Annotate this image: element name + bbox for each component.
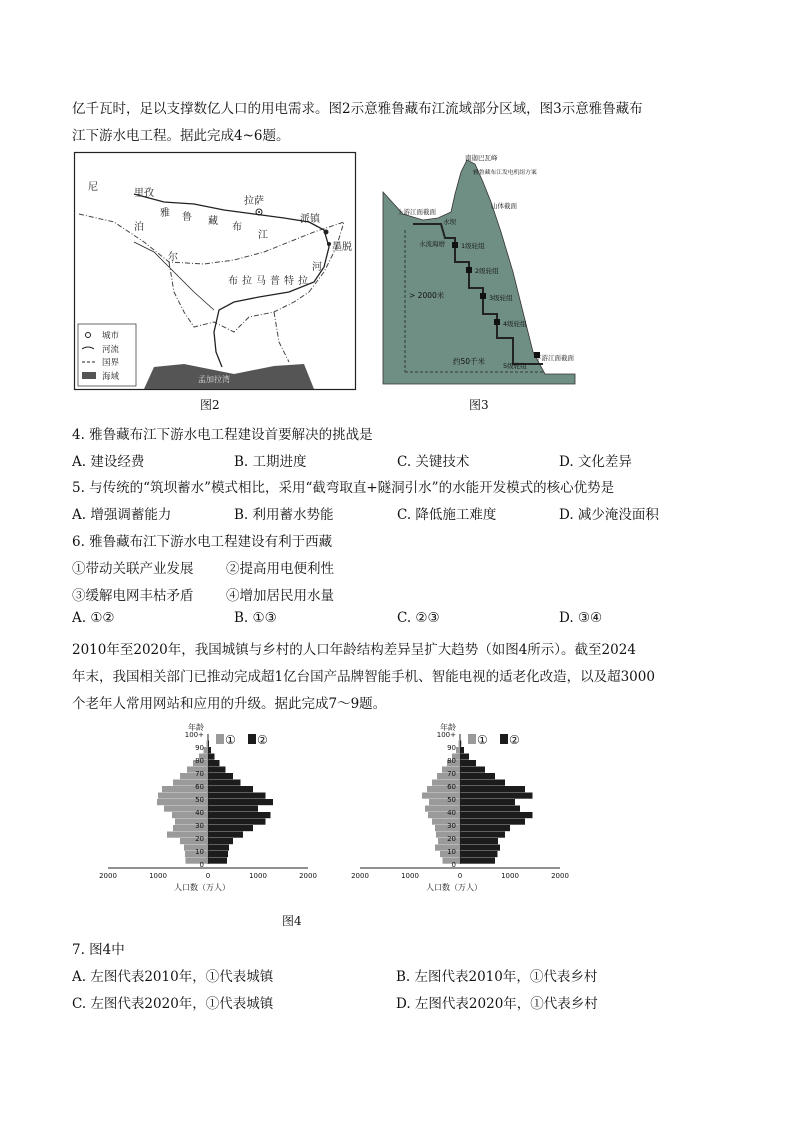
q6-option-c[interactable]: C. ②③ [397, 610, 440, 626]
bar-series-2 [208, 741, 209, 747]
map-label: 尔 [168, 252, 178, 263]
population-axis-title: 人口数（万人） [174, 883, 230, 892]
bar-series-2 [208, 825, 253, 831]
age-axis-title: 年龄 [440, 723, 456, 732]
unit-label: 2级轮组 [475, 267, 499, 275]
passage2-line-2: 年末，我国相关部门已推动完成超1亿台国产品牌智能手机、智能电视的适老化改造，以及超3000 [72, 669, 655, 685]
length-label: 约50千米 [453, 357, 486, 366]
map-label: 江 [258, 230, 268, 241]
q7-stem: 7. 图4中 [72, 942, 125, 958]
figure-2-map [74, 152, 356, 390]
map-label: 布 [228, 276, 238, 287]
upstream-section-label: 上游江面截面 [397, 208, 436, 216]
map-label: 鲁 [182, 212, 192, 223]
intro-line-1: 亿千瓦时，足以支撑数亿人口的用电需求。图2示意雅鲁藏布江流域部分区域，图3示意雅鲁藏布 [72, 101, 643, 117]
map-label: 里孜 [134, 188, 154, 199]
map-label: 马 [256, 276, 266, 287]
map-label: 拉萨 [244, 196, 264, 207]
q4-option-c[interactable]: C. 关键技术 [397, 454, 470, 470]
bar-series-2 [460, 786, 525, 792]
q7-option-a[interactable]: A. 左图代表2010年，①代表城镇 [72, 969, 274, 985]
age-tick-label: 30 [447, 822, 456, 830]
bar-series-2 [208, 806, 258, 812]
unit-label: 5级轮组 [503, 362, 527, 370]
legend-sea: 海域 [102, 372, 120, 382]
bar-series-2 [460, 799, 515, 805]
q6-item-1: ①带动关联产业发展 [72, 561, 194, 577]
age-tick-label: 20 [447, 835, 456, 843]
bar-series-2 [460, 845, 500, 851]
map-label: 拉 [242, 276, 252, 287]
map-label: 普 [270, 276, 280, 287]
bar-series-2 [460, 780, 505, 786]
bar-series-2 [460, 741, 461, 747]
city-pai [324, 230, 329, 235]
figure-3-caption: 图3 [469, 398, 489, 412]
bar-series-2 [208, 793, 266, 799]
q4-option-b[interactable]: B. 工期进度 [234, 454, 307, 470]
age-tick-label: 0 [451, 861, 456, 869]
legend-label-2: ② [257, 733, 268, 747]
bar-series-2 [208, 838, 233, 844]
scheme-label: 雅鲁藏布江发电机组方案 [473, 170, 537, 176]
bar-series-2 [460, 819, 525, 825]
age-tick-label: 100+ [184, 731, 204, 739]
age-tick-label: 80 [447, 757, 456, 765]
q5-option-d[interactable]: D. 减少淹没面积 [559, 507, 659, 523]
unit-label: 3级轮组 [489, 294, 513, 302]
age-tick-label: 90 [195, 744, 204, 752]
age-tick-label: 10 [195, 848, 204, 856]
q6-item-3: ③缓解电网丰枯矛盾 [72, 588, 194, 604]
map-label: 河 [312, 262, 322, 273]
bar-series-2 [208, 786, 253, 792]
diversion-label: 水流海磨 [419, 240, 445, 248]
q5-stem: 5. 与传统的“筑坝蓄水”模式相比，采用“截弯取直+隧洞引水”的水能开发模式的核心优势是 [72, 480, 615, 496]
pyramid-chart-left [66, 722, 317, 900]
city-medog [327, 242, 331, 246]
map-label: 泊 [134, 222, 144, 233]
bar-series-2 [208, 812, 271, 818]
bar-series-2 [208, 747, 211, 753]
bar-series-2 [208, 799, 273, 805]
age-tick-label: 50 [447, 796, 456, 804]
bar-series-2 [460, 858, 495, 864]
q4-option-a[interactable]: A. 建设经费 [72, 454, 145, 470]
q5-option-c[interactable]: C. 降低施工难度 [397, 507, 497, 523]
q6-item-4: ④增加居民用水量 [226, 588, 334, 604]
population-tick-label: 2000 [99, 872, 117, 880]
bar-series-1 [186, 858, 209, 864]
dam-label: 水坝 [443, 218, 456, 226]
bar-series-2 [208, 760, 220, 766]
peak-label: 南迦巴瓦峰 [465, 154, 498, 162]
legend-label-1: ① [477, 733, 488, 747]
bar-series-1 [204, 747, 209, 753]
map-label: 布 [232, 222, 242, 233]
bar-series-1 [456, 747, 460, 753]
unit-label: 1级轮组 [461, 242, 485, 250]
population-tick-label: 2000 [351, 872, 369, 880]
population-tick-label: 0 [205, 872, 211, 880]
bar-series-1 [459, 741, 461, 747]
population-tick-label: 1000 [149, 872, 167, 880]
unit-4 [494, 319, 500, 325]
q6-option-b[interactable]: B. ①③ [234, 610, 277, 626]
population-tick-label: 1000 [249, 872, 267, 880]
unit-3 [480, 293, 486, 299]
map-label: 墨脱 [332, 242, 352, 253]
age-tick-label: 90 [447, 744, 456, 752]
q4-option-d[interactable]: D. 文化差异 [559, 454, 632, 470]
map-label: 孟加拉湾 [198, 375, 230, 384]
bar-series-2 [460, 767, 485, 773]
legend-swatch-1 [468, 734, 476, 744]
figure-4-caption: 图4 [282, 914, 302, 928]
bar-series-2 [208, 832, 243, 838]
age-tick-label: 80 [195, 757, 204, 765]
map-label: 尼 [88, 182, 98, 193]
age-tick-label: 100+ [436, 731, 456, 739]
q6-option-d[interactable]: D. ③④ [559, 610, 603, 626]
q6-option-a[interactable]: A. ①② [72, 610, 115, 626]
age-tick-label: 30 [195, 822, 204, 830]
unit-2 [466, 267, 472, 273]
bar-series-2 [208, 851, 228, 857]
population-tick-label: 0 [457, 872, 463, 880]
population-tick-label: 1000 [401, 872, 419, 880]
bar-series-2 [208, 819, 266, 825]
age-tick-label: 70 [195, 770, 204, 778]
q5-option-a[interactable]: A. 增强调蓄能力 [72, 507, 172, 523]
bar-series-2 [208, 754, 215, 760]
q6-stem: 6. 雅鲁藏布江下游水电工程建设有利于西藏 [72, 534, 333, 550]
bar-series-2 [460, 825, 510, 831]
figure-3-profile [383, 152, 575, 384]
population-axis-title: 人口数（万人） [426, 883, 482, 892]
bar-series-2 [460, 754, 469, 760]
pyramid-chart-right [318, 722, 569, 900]
figure-2-caption: 图2 [200, 398, 220, 412]
age-tick-label: 60 [447, 783, 456, 791]
passage2-line-3: 个老年人常用网站和应用的升级。据此完成7～9题。 [72, 696, 387, 712]
age-tick-label: 10 [447, 848, 456, 856]
bar-series-2 [460, 793, 533, 799]
bar-series-2 [460, 838, 498, 844]
bar-series-2 [460, 806, 520, 812]
legend-border: 国界 [102, 358, 120, 368]
bar-series-2 [208, 773, 233, 779]
unit-1 [452, 242, 458, 248]
intro-line-2: 江下游水电工程。据此完成4~6题。 [72, 128, 290, 144]
legend-swatch-2 [500, 734, 508, 744]
bar-series-2 [208, 767, 226, 773]
bar-series-2 [460, 760, 476, 766]
bar-series-2 [460, 851, 498, 857]
map-label: 藏 [208, 216, 218, 227]
q4-stem: 4. 雅鲁藏布江下游水电工程建设首要解决的挑战是 [72, 427, 373, 443]
q7-option-c[interactable]: C. 左图代表2020年，①代表城镇 [72, 996, 274, 1012]
legend-city: 城市 [102, 331, 120, 341]
population-tick-label: 2000 [299, 872, 317, 880]
q6-item-2: ②提高用电便利性 [226, 561, 334, 577]
legend-label-2: ② [509, 733, 520, 747]
q7-option-d[interactable]: D. 左图代表2020年，①代表乡村 [396, 996, 598, 1012]
unit-label: 4级轮组 [503, 320, 527, 328]
q5-option-b[interactable]: B. 利用蓄水势能 [234, 507, 334, 523]
bar-series-2 [208, 780, 241, 786]
mountain-section-label: 山体截面 [491, 202, 517, 210]
q7-option-b[interactable]: B. 左图代表2010年，①代表乡村 [396, 969, 598, 985]
bar-series-2 [460, 773, 495, 779]
population-tick-label: 2000 [551, 872, 569, 880]
legend-swatch-2 [248, 734, 256, 744]
passage2-line-1: 2010年至2020年，我国城镇与乡村的人口年龄结构差异呈扩大趋势（如图4所示）。截至2024 [72, 642, 636, 658]
height-label: > 2000米 [409, 291, 445, 300]
legend-label-1: ① [225, 733, 236, 747]
age-tick-label: 40 [447, 809, 456, 817]
bar-series-2 [460, 747, 464, 753]
map-label: 拉 [298, 276, 308, 287]
map-label: 派镇 [300, 214, 320, 225]
downstream-section-label: 下游江面截面 [535, 354, 574, 362]
population-tick-label: 1000 [501, 872, 519, 880]
bar-series-1 [207, 741, 209, 747]
map-label: 特 [284, 276, 294, 287]
age-tick-label: 60 [195, 783, 204, 791]
bar-series-2 [208, 845, 229, 851]
age-tick-label: 50 [195, 796, 204, 804]
age-axis-title: 年龄 [188, 723, 204, 732]
map-label: 雅 [160, 208, 170, 219]
age-tick-label: 40 [195, 809, 204, 817]
bar-series-2 [460, 832, 505, 838]
bar-series-2 [208, 858, 227, 864]
age-tick-label: 70 [447, 770, 456, 778]
legend-river: 河流 [102, 345, 120, 355]
bar-series-2 [460, 812, 533, 818]
age-tick-label: 0 [199, 861, 204, 869]
legend-swatch-1 [216, 734, 224, 744]
age-tick-label: 20 [195, 835, 204, 843]
